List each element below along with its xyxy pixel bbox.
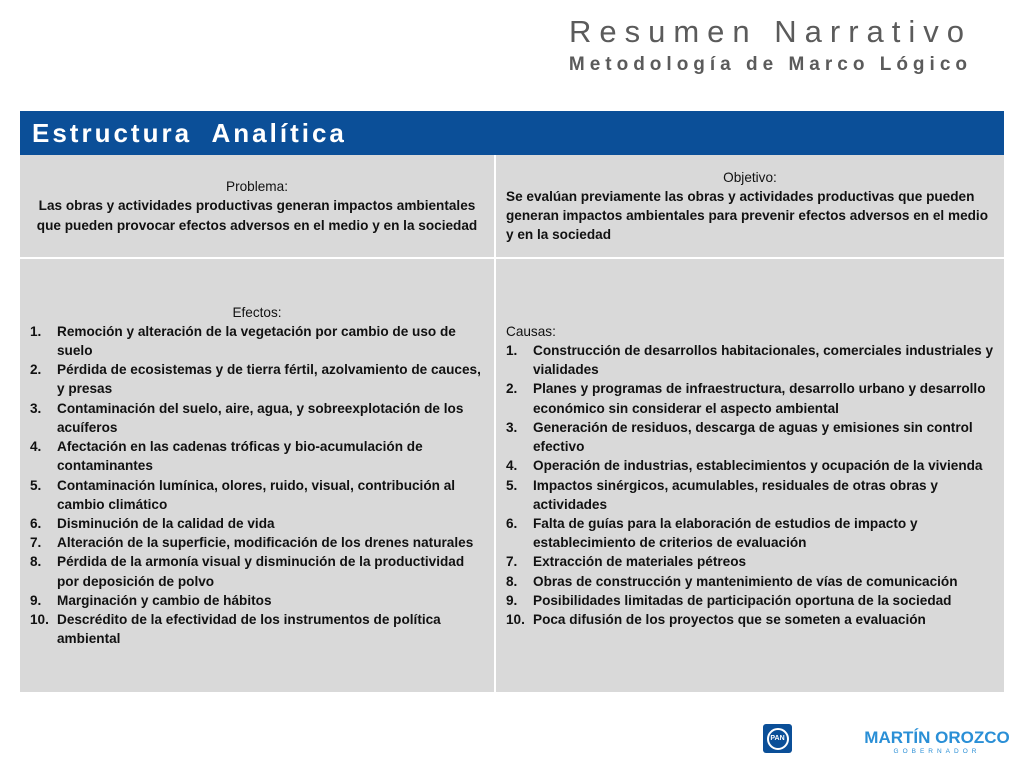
brand-name: MARTÍN OROZCO [864,728,1010,747]
efectos-label: Efectos [232,304,278,320]
causas-item [506,591,994,610]
causas-item [506,514,994,552]
problema-cell: Problema: Las obras y actividades productivas generan impactos ambientales que pueden provocar efectos adversos en el medio y en la sociedad [20,155,496,259]
causas-item [506,341,994,379]
causas-item [506,610,994,629]
causas-cell: Causas: 1. Construcción de desarrollos habitacionales, comerciales industriales y vialidades 2. Planes y programas de infraestructura, desarrollo urbano y desarrollo económico sin considerar el aspecto ambiental 3. Generación de residuos, descarga de aguas y emisiones sin control efectivo 4. Operación de industrias, establecimientos y ocupación de la vivienda 5. Impactos sinérgicos, acumulables, residuales de otras obras y actividades 6. Falta de guías para la elaboración de estudios de impacto y establecimiento de criterios de evaluación 7. Extracción de materiales pétreos 8. Obras de construcción y mantenimiento de vías de comunicación 9. Posibilidades limitadas de participación oportuna de la sociedad 10. Poca difusión de los proyectos que se someten a evaluación [496,259,1004,692]
martin-orozco-logo [862,728,1012,756]
causas-item-number: 1. [506,343,518,359]
efectos-item-text: Pérdida de ecosistemas y de tierra fértil, azolvamiento de cauces, y presas [57,362,481,397]
causas-item-text: Planes y programas de infraestructura, desarrollo urbano y desarrollo económico sin considerar el aspecto ambiental [533,381,986,416]
causas-item-number: 10. [506,611,525,627]
objetivo-text: Se evalúan previamente las obras y actividades productivas que pueden generan impactos ambientales para prevenir efectos adversos en el medio y en la sociedad [506,188,989,243]
efectos-item-number: 6. [30,515,42,531]
efectos-item [30,552,484,590]
causas-item-text: Poca difusión de los proyectos que se someten a evaluación [533,611,926,627]
causas-item-text: Obras de construcción y mantenimiento de vías de comunicación [533,573,958,589]
efectos-item [30,591,484,610]
causas-item-text: Construcción de desarrollos habitacionales, comerciales industriales y vialidades [533,343,994,378]
efectos-item-number: 5. [30,477,42,493]
efectos-item [30,533,484,552]
causas-item-text: Extracción de materiales pétreos [533,554,747,570]
problema-text: Las obras y actividades productivas generan impactos ambientales que pueden provocar efectos adversos en el medio y en la sociedad [36,198,478,233]
brand-subtitle: GOBERNADOR [893,748,981,755]
efectos-item-number: 8. [30,554,42,570]
causas-item [506,552,994,571]
efectos-item-number: 2. [30,362,42,378]
efectos-item [30,514,484,533]
efectos-item [30,476,484,514]
causas-item-text: Impactos sinérgicos, acumulables, residuales de otras obras y actividades [533,477,938,512]
efectos-item-number: 3. [30,400,42,416]
efectos-item-number: 10. [30,611,49,627]
causas-item [506,572,994,591]
causas-item-number: 4. [506,458,518,474]
efectos-item-text: Afectación en las cadenas tróficas y bio-acumulación de contaminantes [57,439,423,474]
causas-item-text: Falta de guías para la elaboración de estudios de impacto y establecimiento de criterios de evaluación [533,515,918,551]
efectos-item [30,360,484,398]
problema-label: Problema [226,179,285,195]
efectos-item-number: 9. [30,592,42,608]
causas-label: Causas [506,323,553,339]
efectos-item [30,437,484,475]
causas-item-number: 9. [506,592,518,608]
slide-subtitle: Metodología de Marco Lógico [568,54,972,75]
efectos-item-text: Contaminación lumínica, olores, ruido, visual, contribución al cambio climático [57,477,456,512]
causas-item-number: 6. [506,515,518,531]
efectos-item [30,399,484,437]
efectos-item-number: 4. [30,439,42,455]
efectos-item-text: Disminución de la calidad de vida [57,515,275,531]
causas-item-number: 5. [506,477,518,493]
efectos-item [30,610,484,648]
causas-item [506,418,994,456]
causas-item [506,476,994,514]
efectos-item-text: Remoción y alteración de la vegetación por cambio de uso de suelo [57,323,456,359]
efectos-item-number: 7. [30,535,42,551]
causas-item [506,379,994,417]
causas-item-number: 3. [506,419,518,435]
efectos-item [30,322,484,360]
efectos-list [30,322,484,648]
efectos-item-text: Marginación y cambio de hábitos [57,592,272,608]
causas-item [506,456,994,475]
pan-logo [763,724,792,753]
slide-header [569,10,972,78]
pan-logo-text: PAN [767,728,789,750]
causas-item-text: Operación de industrias, establecimientos y ocupación de la vivienda [533,458,983,474]
efectos-item-text: Alteración de la superficie, modificación de los drenes naturales [57,535,474,551]
causas-item-number: 2. [506,381,518,397]
efectos-item-text: Pérdida de la armonía visual y disminución de la productividad por deposición de polvo [57,554,465,589]
efectos-item-number: 1. [30,323,42,339]
objetivo-cell: Objetivo: Se evalúan previamente las obras y actividades productivas que pueden generan impactos ambientales para prevenir efectos adversos en el medio y en la sociedad [496,155,1004,259]
causas-item-number: 8. [506,573,518,589]
slide-title: Resumen Narrativo [568,14,972,49]
causas-item-number: 7. [506,554,518,570]
efectos-cell: Efectos: 1. Remoción y alteración de la vegetación por cambio de uso de suelo 2. Pérdida de ecosistemas y de tierra fértil, azolvamiento de cauces, y presas 3. Contaminación del suelo, aire, agua, y sobreexplotación de los acuíferos 4. Afectación en las cadenas tróficas y bio-acumulación de contaminantes 5. Contaminación lumínica, olores, ruido, visual, contribución al cambio climático 6. Disminución de la calidad de vida 7. Alteración de la superficie, modificación de los drenes naturales 8. Pérdida de la armonía visual y disminución de la productividad por deposición de polvo 9. Marginación y cambio de hábitos 10. Descrédito de la efectividad de los instrumentos de política ambiental [20,259,496,692]
causas-item-text: Posibilidades limitadas de participación oportuna de la sociedad [533,592,952,608]
causas-list [506,341,994,629]
efectos-item-text: Contaminación del suelo, aire, agua, y sobreexplotación de los acuíferos [57,400,464,435]
section-title-bar: Estructura Analítica [20,111,1004,155]
causas-item-text: Generación de residuos, descarga de aguas y emisiones sin control efectivo [533,419,973,455]
analysis-table [20,155,1004,692]
efectos-item-text: Descrédito de la efectividad de los instrumentos de política ambiental [57,611,441,647]
objetivo-label: Objetivo [723,169,774,185]
